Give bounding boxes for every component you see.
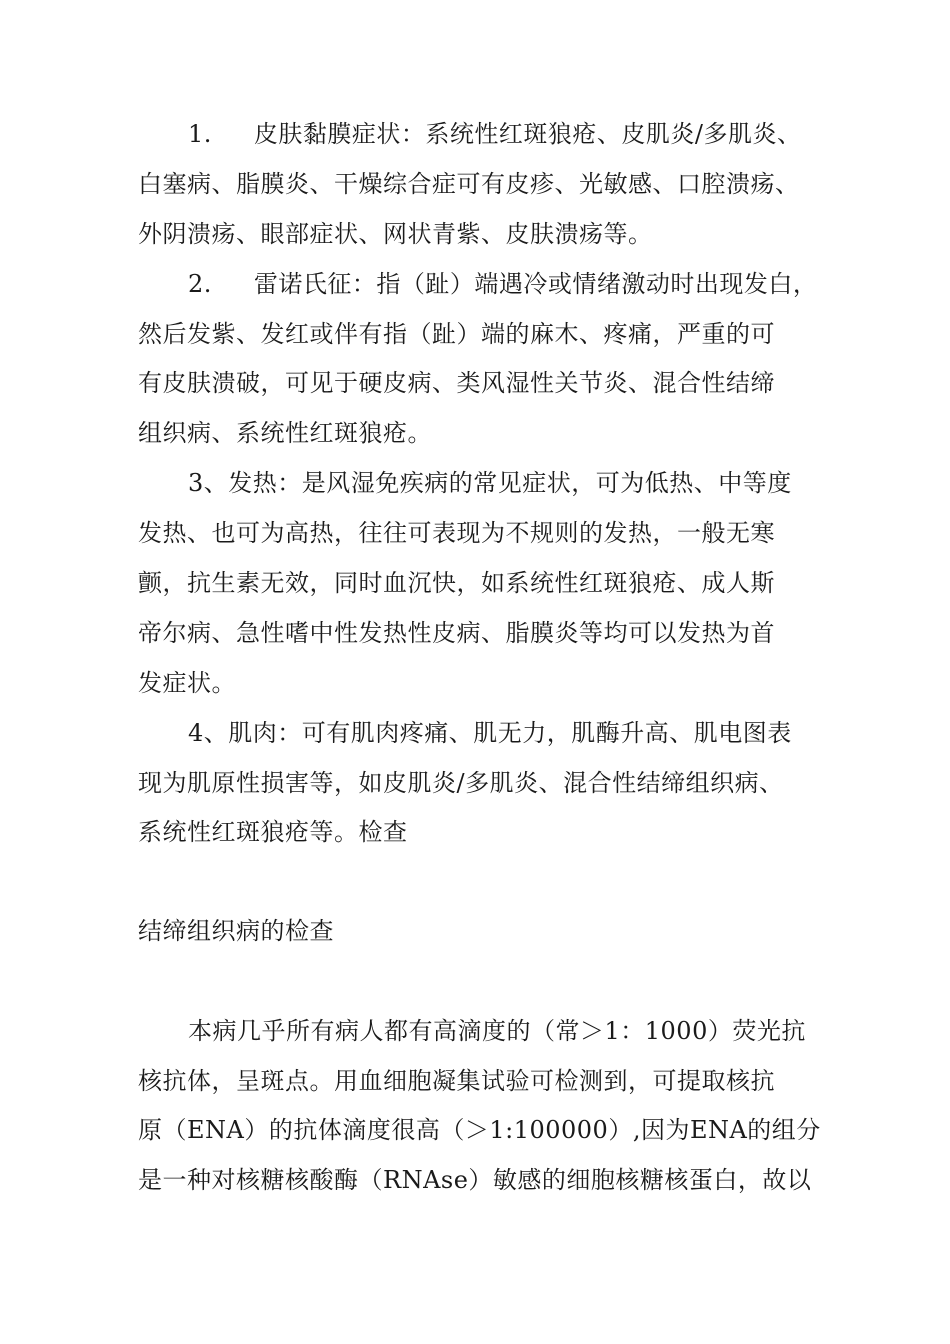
item-1-number: 1. (188, 120, 212, 148)
exam-line-1: 本病几乎所有病人都有高滴度的（常＞1：1000）荧光抗 (188, 1017, 806, 1045)
item-3-line-3: 颤，抗生素无效，同时血沉快，如系统性红斑狼疮、成人斯 (138, 569, 775, 597)
exam-line-3: 原（ENA）的抗体滴度很高（＞1:100000）,因为ENA的组分 (138, 1116, 821, 1144)
item-4-line-1 (188, 718, 792, 748)
item-2-text: 雷诺氏征：指（趾）端遇冷或情绪激动时出现发白， (253, 270, 818, 298)
item-1-text: 皮肤黏膜症状：系统性红斑狼疮、皮肌炎/多肌炎、 (253, 120, 802, 148)
item-3-line-2: 发热、也可为高热，往往可表现为不规则的发热，一般无寒 (138, 519, 775, 547)
item-3-line-5: 发症状。 (138, 669, 236, 697)
item-2-number: 2. (188, 270, 212, 298)
item-1-line-3: 外阴溃疡、眼部症状、网状青紫、皮肤溃疡等。 (138, 220, 653, 248)
item-4-line-2: 现为肌原性损害等，如皮肌炎/多肌炎、混合性结缔组织病、 (138, 769, 784, 797)
item-2-line-1 (188, 269, 817, 299)
item-3-text: 发热：是风湿免疾病的常见症状，可为低热、中等度 (228, 469, 792, 497)
item-2-line-2: 然后发紫、发红或伴有指（趾）端的麻木、疼痛，严重的可 (138, 320, 775, 348)
item-4-line-3: 系统性红斑狼疮等。检查 (138, 818, 408, 846)
item-3-line-1 (188, 468, 792, 498)
item-3-number: 3、 (188, 469, 229, 497)
item-4-text: 肌肉：可有肌肉疼痛、肌无力，肌酶升高、肌电图表 (228, 719, 792, 747)
item-2-line-3: 有皮肤溃破，可见于硬皮病、类风湿性关节炎、混合性结缔 (138, 369, 775, 397)
item-1-line-1 (188, 119, 802, 149)
item-1-line-2: 白塞病、脂膜炎、干燥综合症可有皮疹、光敏感、口腔溃疡、 (138, 170, 800, 198)
item-4-number: 4、 (188, 719, 229, 747)
exam-line-2: 核抗体，呈斑点。用血细胞凝集试验可检测到，可提取核抗 (138, 1067, 775, 1095)
exam-line-4: 是一种对核糖核酸酶（RNAse）敏感的细胞核糖核蛋白，故以 (138, 1166, 812, 1194)
item-3-line-4: 帝尔病、急性嗜中性发热性皮病、脂膜炎等均可以发热为首 (138, 619, 775, 647)
item-2-line-4: 组织病、系统性红斑狼疮。 (138, 419, 432, 447)
section-heading: 结缔组织病的检查 (138, 917, 334, 945)
